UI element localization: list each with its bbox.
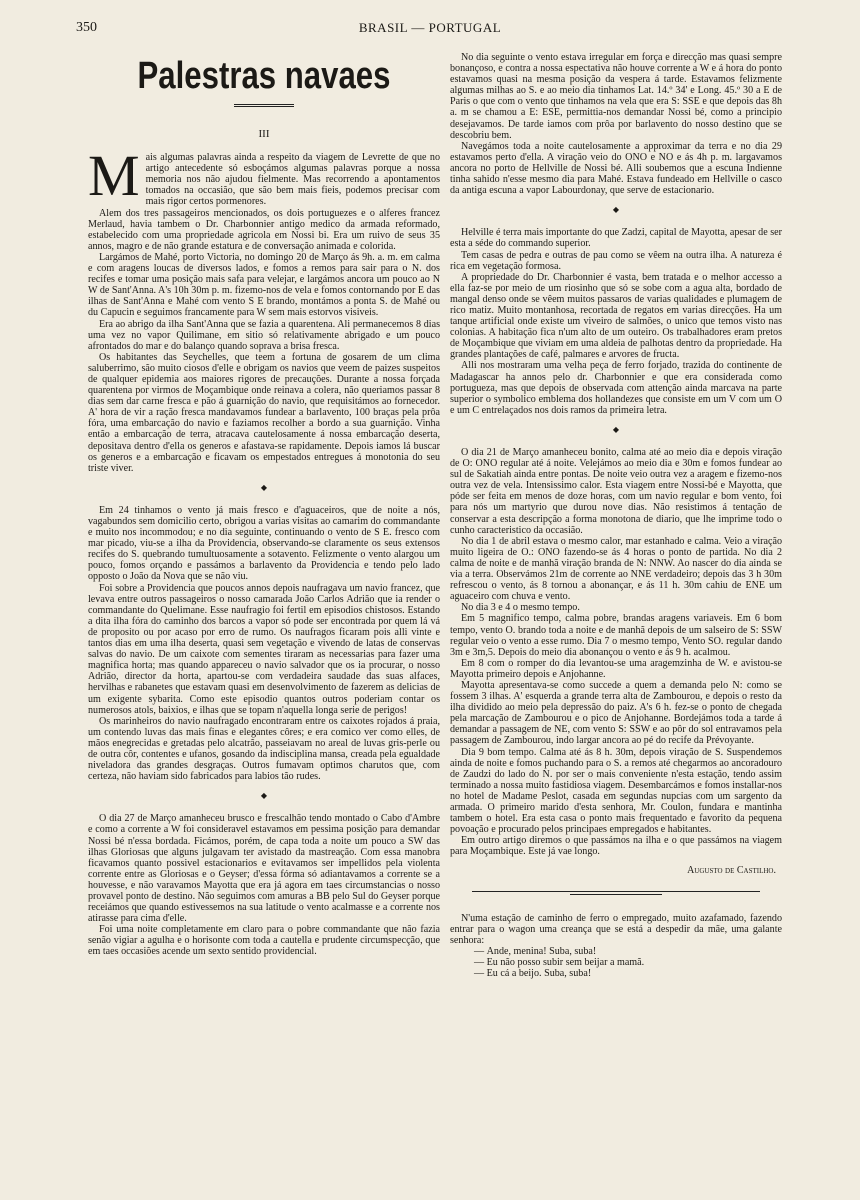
paragraph: Era ao abrigo da ilha Sant'Anna que se fazia a quarentena. Ali permanecemos 8 dias uma vez no vapor Quilimane, em sitio só relativamente abrigado e um pouco afrontados do mar e do balanço quando soprava a brisa fresca. bbox=[88, 318, 440, 352]
anecdote bbox=[450, 913, 782, 980]
paragraph: Foi sobre a Providencia que poucos annos depois naufragava um navio francez, que levava entre outros passageiros o nosso camarada João Carlos Adrião que ia render o commandante do Quelimane. Esse naufragio foi fertil em episodios chistosos. Estando a dita ilha fóra do caminho dos barcos a vapor só pode ser encontrada por quem lá vá de proposito ou por acaso por erro de rumo. Os naufragos ficaram pois alli vinte e tantos dias em uma ilha deserta, quasi sem vegetação e vivendo de latas de conservas salvas do navio. De um caixote com sementes tiraram as necessarias para fazer uma magnifica horta; mas quando appareceu o navio salvador que os ia procurar, o nosso Adrião, director da horta, apartou-se com verdadeira saudade das suas alfaces, hervilhas e rabanetes que estavam quasi em desenvolvimento de fazerem as delicias de um exigente sybarita. Como este episodio quantos outros poderiam contar os numerosos atols, baixios, e ilhas que se topam n'aquella longa serie de perigos! bbox=[88, 582, 440, 716]
paragraph: Em outro artigo diremos o que passámos na ilha e o que passámos na viagem para Moçambique. Este já vae longo. bbox=[450, 835, 782, 858]
paragraph-text: ais algumas palavras ainda a respeito da viagem de Levrette de que no artigo antecedente só esboçámos algumas palavras porque a nossa memoria nos não ajudou fielmente. Mas recorrendo a apontamentos tomados na occasião, que são bem mais fieis, podemos precisar com mais rigor certos pormenores. bbox=[145, 152, 440, 208]
paragraph: Em 24 tinhamos o vento já mais fresco e d'aguaceiros, que de noite a nós, vagabundos sem domicilio certo, obrigou a varias visitas ao camarim do commandante e muito nos incommodou; e no dia seguinte, continuando o vento de S E. fresco com mar picado, viu-se a ilha da Providencia, observando-se claramente os seus extensos recifes do S. quebrando tumultuosamente a sotavento. Felizmente o vento alargou um pouco, fomos orçando e passámos a barlavento da Providencia e tendo pelo lado opposto o João da Nova que se não viu. bbox=[88, 504, 440, 583]
drop-cap: M bbox=[88, 143, 140, 209]
paragraph: Dia 9 bom tempo. Calma até ás 8 h. 30m, depois viração de S. Suspendemos ainda de noite e fomos puchando para o S. a remos até chegarmos ao ancoradouro de Zaudzi do lado do N. por ser o mais conveniente n'esta estação, tendo assim terminado a nossa muito fastidiosa viagem. Desembarcámos e fomos installar-nos no hotel de Madame Peslot, casada em segundas nupcias com um sargento da armada. O primeiro marido d'esta senhora, Mr. Coulon, fundara e mantinha tambem o hotel. Era esta casa o ponto mais frequentado e favorito da pequena povoação e procurado pelos principaes empregados e habitantes. bbox=[450, 746, 782, 836]
right-column bbox=[450, 52, 782, 979]
separator-rule-short bbox=[570, 894, 662, 895]
anecdote-intro: N'uma estação de caminho de ferro o empregado, muito azafamado, fazendo entrar para o wagon uma creança que se está a despedir da mãe, uma galante senhora: bbox=[450, 912, 782, 946]
paragraph: No dia seguinte o vento estava irregular em força e direcção mas quasi sempre bonançoso, e contra a nossa espectativa não houve corrente a W e á hora do ponto estavamos quasi na mesma posição da vespera á tarde. Estavamos felizmente algumas milhas ao S. e ao meio dia tinhamos Lat. 14.º 34' e Long. 45.º 30 a E de Paris o que com o vento que tinhamos na vela que era S: SSE e que depois das 8h a. m se chamou a E: ESE, permittia-nos demandar Nossi bé, como a principio desejavamos. De tarde iamos com prôa por barlavento do nosso destino que se descobriu bem. bbox=[450, 52, 782, 141]
section-ornament: ◆ bbox=[260, 482, 268, 492]
dialogue-line: — Eu não posso subir sem beijar a mamã. bbox=[450, 957, 782, 968]
section-ornament: ◆ bbox=[612, 205, 620, 215]
paragraph: A propriedade do Dr. Charbonnier é vasta, bem tratada e o melhor accesso a ella faz-se por meio de um riosinho que só se sobe com a agua alta, bordado de mangal denso onde se vêem muitos passaros de varias qualidades e plumagem de rico matiz. Muito montanhosa, recortada de regatos em varias direcções. Ha um tanque artificial onde existe um viveiro de salmões, o unico que temos visto nas colonias. A habitação fica n'um alto de um outeiro. Os trabalhadores eram pretos de Moçambique que viviam em uma aldeia de palhotas dentro da propriedade. Ha grandes plantações de café, palmares e arvores de fructa. bbox=[450, 271, 782, 361]
paragraph: Os habitantes das Seychelles, que teem a fortuna de gosarem de um clima saluberrimo, são muito ciosos d'elle e obrigam os navios que veem de paizes suspeitos de qualquer epidemia aos maiores rigores de precauções. Durante a nossa forçada quarentena por virmos de Moçambique onde reinava a colera, não queriamos passar 8 dias sem dar carne fresca e pão á guarnição do navio, que requisitámos ao fornecedor. A' hora de vir a ração fresca mandavamos fundear a barlavento, 100 braças pela prôa fóra, uma embarcação do navio e faziamos recolher a bordo a sua guarnição. Vinha então a embarcação de terra, atracava cautelosamente á nossa embarcação deserta, depositava dentro d'ella os generos e afastava-se rapidamente. Depois iamos lá buscar os generos e a embarcação e ficavam os empestados entregues á monotonia do seu triste viver. bbox=[88, 351, 440, 474]
paragraph: Alli nos mostraram uma velha peça de ferro forjado, trazida do continente de Madagascar ha annos pelo dr. Charbonnier e que era considerada como portugueza, mas que depois de observada com attenção ainda marcava na parte superior o symbolico emblema dos hollandezes que consiste em um V com um O e um C entrelaçados nos dois ramos da primeira letra. bbox=[450, 360, 782, 416]
page-number: 350 bbox=[76, 20, 97, 35]
paragraph: Largámos de Mahé, porto Victoria, no domingo 20 de Março ás 9h. a. m. em calma e com aragens loucas de diversos lados, e fomos a remos para sair para o N. dos recifes e tomar uma posição mais safa para velejar, e largámos ancora um pouco ao N W de Sant'Anna. A's 10h 30m p. m. fizemo-nos de vela e fomos contornando por E das ilhas de Sant'Anna e Mahé com vento S E brando, montámos a ponta S. de Mahé ou du Capucin e seguimos francamente para W sem mais estorvos visiveis. bbox=[88, 251, 440, 319]
article-title: Palestras navaes bbox=[137, 55, 391, 97]
paragraph: Navegámos toda a noite cautelosamente a approximar da terra e no dia 29 estavamos perto d'ella. A viração veio do ONO e NO e ás 4h p. m. largavamos ancora no porto de Hellville de Nossi bé. Alli soubemos que a escuna Indienne tinha sahido n'esse mesmo dia para Mahé. Estava fundeado em Hellville o casco da antiga escuna a vapor Labourdonay, que serve de estacionario. bbox=[450, 140, 782, 197]
title-rule bbox=[234, 104, 294, 107]
paragraph: Alem dos tres passageiros mencionados, os dois portuguezes e o alferes francez Merlaud, havia tambem o Dr. Charbonnier antigo medico da armada reformado, estabelecido com uma propriedade agricola em Nossi bi. Era um ruivo de seus 35 annos, magro e de não grande estatura e de conversação animada e colorida. bbox=[88, 207, 440, 252]
paragraph bbox=[88, 143, 440, 209]
paragraph: Tem casas de pedra e outras de pau como se vêem na outra ilha. A natureza é rica em vegetação formosa. bbox=[450, 249, 782, 272]
paragraph: Mayotta apresentava-se como succede a quem a demanda pelo N: como se fossem 3 ilhas. A' esquerda a grande terra alta de Zambourou, e depois o resto da ilha dividido ao meio pela depressão do paiz. A's 6 h. fez-se o ponto de chegada pela marcação de Zambourou e o pico de Anjohanne. Bordejámos toda a tarde á demandar a passagem de NE, com vento S: SSW e ao pôr do sol entravamos pela passagem de Zambourou, indo largar ancora ao pé do recife da Prévoyante. bbox=[450, 679, 782, 747]
paragraph: Helville é terra mais importante do que Zadzi, capital de Mayotta, apesar de ser esta a séde do commando superior. bbox=[450, 227, 782, 250]
paragraph: Em 5 magnifico tempo, calma pobre, brandas aragens variaveis. Em 6 bom tempo, vento O. brando toda a noite e de manhã depois de um salseiro de S: SSW regular veio o vento a esse rumo. Dia 7 o mesmo tempo, Vento SO. regular dando 3m e 3m,5. Depois do meio dia abonançou o vento e ás 9 h. acalmou. bbox=[450, 613, 782, 658]
section-number: III bbox=[258, 128, 270, 140]
dialogue-line: — Ande, menina! Suba, suba! bbox=[450, 946, 782, 957]
paragraph: O dia 21 de Março amanheceu bonito, calma até ao meio dia e depois viração de O: ONO regular até á noite. Velejámos ao meio dia e 30m e fomos fundear ao sul de Sakatiah ainda entre pontas. De noite veio outra vez a aragem e fizemo-nos outra vez de vela. Intensissimo calor. Esta viagem entre Nossi-bé e Mayotta, que póde ser feita em menos de doze horas, com um navio regular e bom vento, foi para nós um martyrio que durou nove dias. Não resistimos á tentação de conservar a esta descripção a forma monotona de diario, que lhe imprime todo o cunho caracteristico da occasião. bbox=[450, 447, 782, 536]
paragraph: No dia 3 e 4 o mesmo tempo. bbox=[461, 602, 580, 614]
dialogue-line: — Eu cá a beijo. Suba, suba! bbox=[450, 968, 782, 979]
left-column bbox=[88, 52, 440, 958]
paragraph: Foi uma noite completamente em claro para o pobre commandante que não fazia senão vigiar a agulha e o horisonte com toda a cautella e prudente circumspecção, que em taes occasiões acende um sexto sentido providencial. bbox=[88, 924, 440, 958]
paragraph: O dia 27 de Março amanheceu brusco e frescalhão tendo montado o Cabo d'Ambre e como a corrente a W foi consideravel estavamos em pessima posição para demandar Nossi bé n'essa bordada. Ficámos, porém, de capa toda a noite um pouco a SW das ilhas Gloriosas que alguns julgavam ter avistado da mastreação. Com essa manobra ficavamos quanto possivel estacionarios e evitavamos ser impellidos pela violenta corrente entre as Gloriosas e o Geyser; d'essa fórma só adiantavamos a corrente se a houvesse, e não varavamos Mayotta que era já agora em taes circumstancias o nosso provavel ponto de destino. Não seguimos com amuras a BB pelo Sul do Geyser porque receiámos que quando estivessemos na sua latitude o vento acalmasse e a corrente nos atirasse para cima d'elle. bbox=[88, 813, 440, 925]
paragraph: Em 8 com o romper do dia levantou-se uma aragemzinha de W. e avistou-se Mayotta primeiro depois e Anjohanne. bbox=[450, 657, 782, 680]
separator-rule bbox=[472, 891, 760, 892]
paragraph: Os marinheiros do navio naufragado encontraram entre os caixotes rojados á praia, um contendo luvas das mais finas e elegantes côres; e era comico ver como elles, de mãos enegrecidas e gretadas pelo alcatrão, passeiavam no areal de luvas gris-perle ou de outra côr, contentes e ufanos, gosando da indisciplina mansa, creada pela egualdade niveladora das grandes desgraças. Outros fumavam optimos charutos que, com certeza, não haviam sido fabricados para labios tão rudes. bbox=[88, 715, 440, 783]
section-ornament: ◆ bbox=[260, 791, 268, 801]
author-signature: Augusto de Castilho. bbox=[687, 865, 776, 877]
paragraph: No dia 1 de abril estava o mesmo calor, mar estanhado e calma. Veio a viração muito ligeira de O.: ONO fazendo-se ás 4 horas o ponto de partida. No dia 2 calma de noite e de manhã viração branda de N: NNW. Ao nascer do dia ainda se via a terra. Observámos 21m de corrente ao NNE verdadeiro; depois das 3 h 30m refrescou o vento, ás 8 tornou a abonançar, e ás 11 h. 30m cahiu de ENE um aguaceiro com chuva e vento. bbox=[450, 535, 782, 603]
section-ornament: ◆ bbox=[612, 424, 620, 434]
running-title: BRASIL — PORTUGAL bbox=[358, 20, 502, 35]
